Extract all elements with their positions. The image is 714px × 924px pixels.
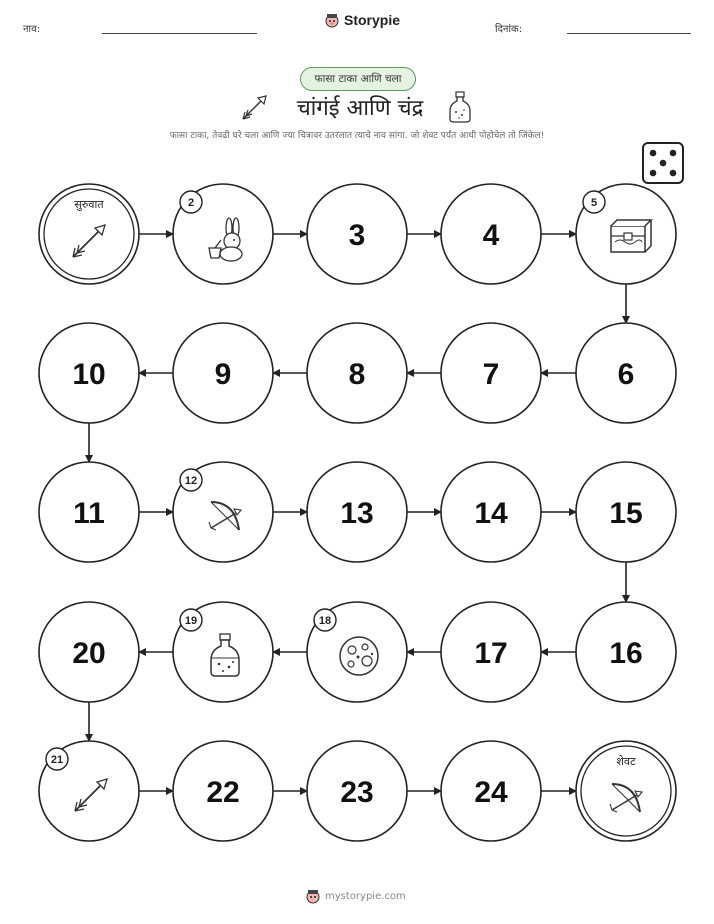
- page-title: चांगंई आणि चंद्र: [296, 96, 424, 121]
- cell-number: 15: [609, 497, 643, 530]
- moon-icon: [340, 637, 378, 675]
- finish-cell[interactable]: [576, 741, 676, 841]
- cell-number: 22: [206, 776, 240, 809]
- board-cell[interactable]: [441, 323, 541, 423]
- pig-mascot-icon: [305, 888, 321, 904]
- cell-number: 8: [348, 358, 366, 391]
- cell-number: 11: [73, 497, 105, 530]
- board-cell[interactable]: [441, 462, 541, 562]
- cell-number: 20: [72, 637, 106, 670]
- board-cell[interactable]: [173, 323, 273, 423]
- cell-number: 2: [187, 197, 195, 209]
- game-tag: फासा टाका आणि चला: [300, 67, 416, 91]
- board-cell[interactable]: [441, 741, 541, 841]
- board-cell[interactable]: [39, 323, 139, 423]
- brand-name: Storypie: [344, 12, 401, 28]
- footer-url[interactable]: mystorypie.com: [325, 890, 406, 902]
- name-label: नाव:: [23, 24, 41, 35]
- dice-icon: [643, 143, 683, 183]
- cell-number: 19: [184, 615, 198, 627]
- cell-number: 10: [72, 358, 106, 391]
- cell-number: 23: [340, 776, 374, 809]
- cell-number: 21: [50, 754, 64, 766]
- board-cell[interactable]: [307, 323, 407, 423]
- cell-number: 18: [318, 615, 332, 627]
- start-cell[interactable]: [39, 184, 139, 284]
- board-cell[interactable]: [307, 462, 407, 562]
- board-cell[interactable]: [307, 184, 407, 284]
- board-cell[interactable]: [307, 741, 407, 841]
- board-cell[interactable]: [441, 184, 541, 284]
- start-label: सुरुवात: [74, 198, 104, 211]
- cell-number: 14: [474, 497, 508, 530]
- cell-number: 4: [482, 219, 500, 252]
- cell-number: 12: [184, 475, 198, 487]
- board-cell[interactable]: [576, 602, 676, 702]
- instructions: फासा टाका, तेवढी घरे चला आणि ज्या चित्रावर उतरलात त्याचे नाव सांगा. जो शेवट पर्यंत आधी पोहोचेल तो जिंकेल!: [169, 131, 545, 141]
- finish-label: शेवट: [616, 755, 636, 768]
- board-cell[interactable]: [576, 323, 676, 423]
- board-cell[interactable]: [39, 741, 139, 841]
- cell-number: 17: [474, 637, 508, 670]
- board-cell[interactable]: [441, 602, 541, 702]
- cell-number: 13: [340, 497, 374, 530]
- board-cell[interactable]: [307, 602, 407, 702]
- cell-number: 24: [474, 776, 508, 809]
- date-label: दिनांक:: [495, 24, 523, 35]
- board-cell[interactable]: [39, 602, 139, 702]
- cell-number: 3: [348, 219, 366, 252]
- board-cell[interactable]: [39, 462, 139, 562]
- board-cell[interactable]: [173, 462, 273, 562]
- board-cell[interactable]: [173, 602, 273, 702]
- cell-number: 7: [482, 358, 500, 391]
- cell-number: 16: [609, 637, 643, 670]
- chest-icon: [611, 220, 651, 252]
- cell-number: 9: [214, 358, 232, 391]
- board-cell[interactable]: [576, 462, 676, 562]
- board-cell[interactable]: [576, 184, 676, 284]
- cell-number: 6: [617, 358, 635, 391]
- board-cell[interactable]: [173, 741, 273, 841]
- board-cell[interactable]: [173, 184, 273, 284]
- cell-number: 5: [590, 197, 598, 209]
- footer: [305, 888, 406, 904]
